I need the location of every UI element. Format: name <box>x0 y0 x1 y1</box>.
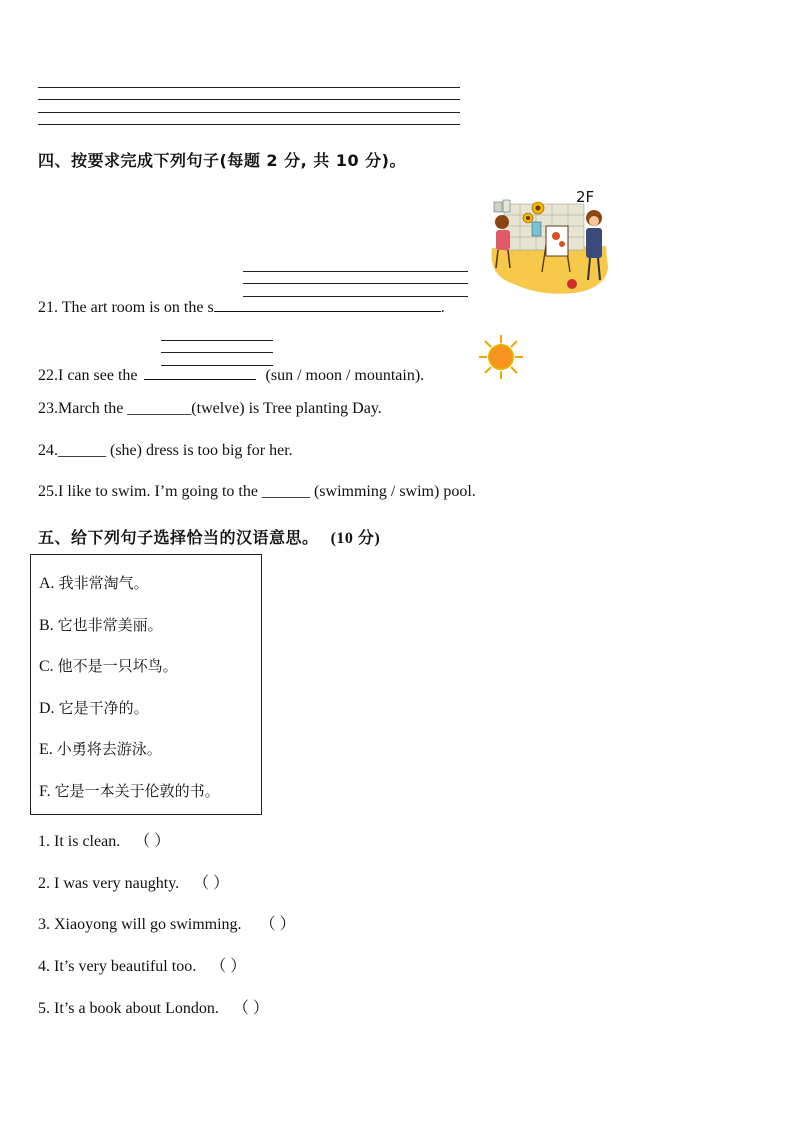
choice-text: 它是一本关于伦敦的书。 <box>54 782 220 800</box>
question-22 <box>38 365 424 385</box>
choice-b <box>39 614 163 635</box>
question-25: 25.I like to swim. I’m going to the ______ (swimming / swim) pool. <box>38 483 476 500</box>
choice-letter: E. <box>39 741 53 758</box>
answer-line[interactable] <box>161 352 273 353</box>
question-21-number: 21 <box>38 299 54 316</box>
choice-d <box>39 697 149 718</box>
choice-f <box>39 780 220 801</box>
answer-line[interactable] <box>161 340 273 341</box>
section-5-score: (10 分) <box>330 530 381 547</box>
answer-line[interactable] <box>243 283 468 284</box>
choice-e <box>39 738 162 759</box>
choice-letter: B. <box>39 617 54 634</box>
question-23: 23.March the ________(twelve) is Tree planting Day. <box>38 400 382 417</box>
section-5-heading-text: 五、给下列句子选择恰当的汉语意思。 <box>38 528 319 547</box>
question-24: 24.______ (she) dress is too big for her. <box>38 442 293 459</box>
match-question-1 <box>38 828 170 851</box>
section-4-heading: 四、按要求完成下列句子(每题 2 分, 共 10 分)。 <box>38 151 406 170</box>
match-question-4 <box>38 953 246 976</box>
question-text: 5. It’s a book about London. <box>38 1000 219 1017</box>
choice-letter: F. <box>39 783 51 800</box>
question-text: 1. It is clean. <box>38 833 121 850</box>
question-21-end: . <box>440 299 445 316</box>
floor-label: 2F <box>576 188 595 206</box>
question-22-options: (sun / moon / mountain). <box>265 367 425 384</box>
sun-icon <box>478 334 524 380</box>
art-room-illustration <box>484 188 614 310</box>
question-text: 2. I was very naughty. <box>38 875 180 892</box>
question-21-text: . The art room is on the s <box>54 299 214 316</box>
answer-parentheses[interactable]: （ ） <box>134 833 171 850</box>
answer-line[interactable] <box>38 99 460 100</box>
choice-letter: D. <box>39 700 55 717</box>
question-22-text: 22.I can see the <box>38 367 138 384</box>
choice-c <box>39 655 178 676</box>
answer-line[interactable] <box>38 87 460 88</box>
question-21-blank[interactable] <box>214 297 441 312</box>
answer-parentheses[interactable]: （ ） <box>232 1000 269 1017</box>
match-question-3 <box>38 911 296 934</box>
answer-parentheses[interactable]: （ ） <box>259 916 296 933</box>
choice-text: 它也非常美丽。 <box>57 616 163 634</box>
choice-text: 它是干净的。 <box>58 699 149 717</box>
answer-line[interactable] <box>38 112 460 113</box>
choice-a <box>39 572 149 593</box>
question-22-blank[interactable] <box>144 365 256 380</box>
choices-box <box>30 554 262 815</box>
answer-parentheses[interactable]: （ ） <box>193 875 230 892</box>
choice-text: 小勇将去游泳。 <box>56 740 162 758</box>
choice-letter: A. <box>39 575 55 592</box>
question-21 <box>38 297 445 317</box>
match-question-5 <box>38 995 269 1018</box>
choice-text: 我非常淘气。 <box>58 574 149 592</box>
choice-text: 他不是一只坏鸟。 <box>57 657 178 675</box>
answer-parentheses[interactable]: （ ） <box>210 958 247 975</box>
question-text: 3. Xiaoyong will go swimming. <box>38 916 242 933</box>
match-question-2 <box>38 870 229 893</box>
choice-letter: C. <box>39 658 54 675</box>
section-5-heading <box>38 525 380 548</box>
answer-line[interactable] <box>243 271 468 272</box>
question-text: 4. It’s very beautiful too. <box>38 958 197 975</box>
answer-line[interactable] <box>38 124 460 125</box>
